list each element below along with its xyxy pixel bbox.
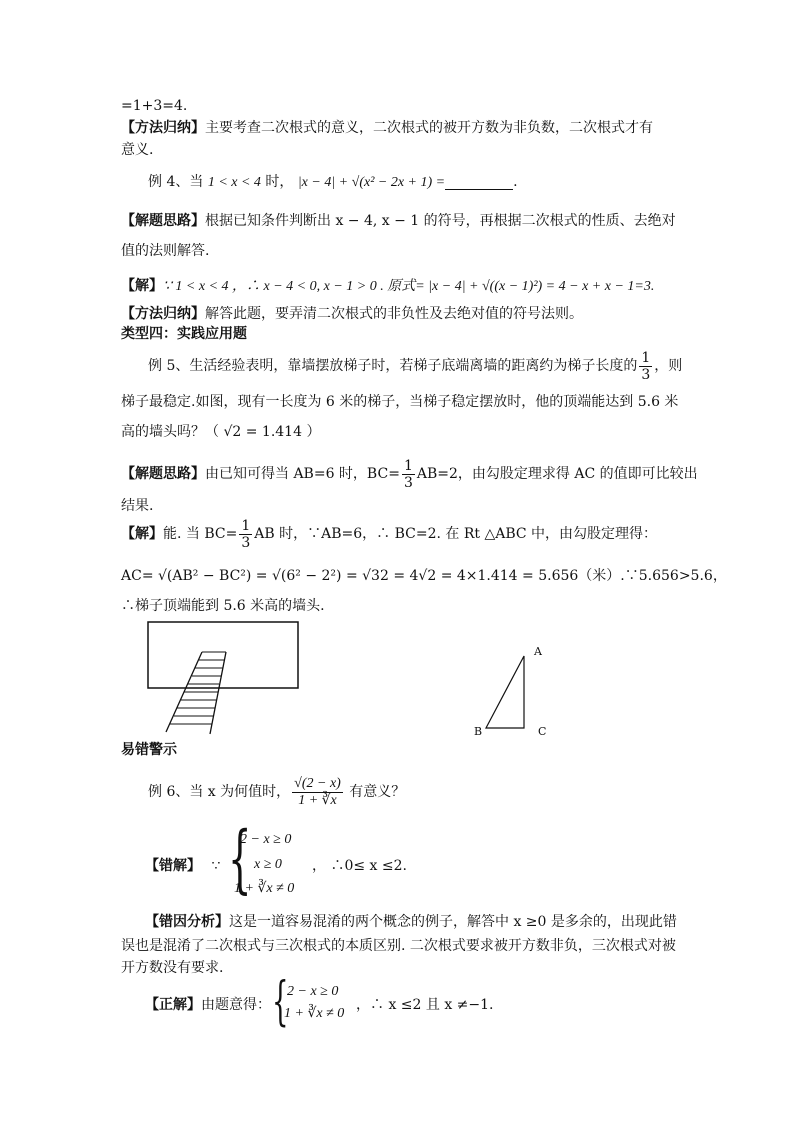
math: ∵ 1 < x < 4 ，∴ x − 4 < 0, x − 1 > 0 . 原式= |x − 4| + √((x − 1)²) = 4 − x + x − 1=3. [163, 279, 655, 294]
numerator: √(2 − x) [294, 775, 341, 791]
label: 【解】 [121, 278, 163, 294]
text: 有意义？ [349, 784, 406, 800]
math: 1 < x < 4 [207, 175, 261, 190]
text: 由已知可得当 AB=6 时，BC= [205, 466, 400, 482]
solution-idea-5 [121, 456, 698, 492]
text: 解答此题，要弄清二次根式的非负性及去绝对值的符号法则。 [205, 306, 583, 322]
vertex-label-a: A [534, 645, 542, 658]
condition: x ≥ 0 [254, 857, 282, 872]
text: 主要考查二次根式的意义，二次根式的被开方数为非负数，二次根式才有 [205, 120, 653, 136]
label: 【解题思路】 [121, 466, 205, 482]
text-line: ∴梯子顶端能到 5.6 米高的墙头. [121, 598, 325, 614]
method-summary [121, 304, 583, 324]
text-line: 开方数没有要求. [121, 960, 224, 976]
text: 时， [260, 174, 294, 190]
text-line: AC= √(AB² − BC²) = √(6² − 2²) = √32 = 4√2 = 4×1.414 = 5.656（米）.∵5.656>5.6， [121, 568, 727, 584]
text-line: 误也是混淆了二次根式与三次根式的本质区别. 二次根式要求被开方数非负，三次根式对被 [121, 938, 676, 954]
example-4 [148, 172, 518, 193]
text: 例 6、当 x 为何值时， [148, 784, 291, 800]
because: ∵ [211, 858, 221, 874]
denominator: 3 [641, 366, 651, 383]
condition: 2 − x ≥ 0 [240, 832, 292, 847]
vertex-label-b: B [474, 725, 483, 738]
label: 【解题思路】 [121, 213, 205, 229]
text-line: =1+3=4. [121, 98, 188, 114]
denominator: 1 + ∛x [298, 792, 337, 808]
wrong-solution [145, 856, 220, 876]
label: 【方法归纳】 [121, 120, 205, 136]
label: 【错解】 [145, 858, 201, 874]
fraction [402, 458, 415, 491]
solution-4 [121, 276, 654, 297]
text: AB 时，∵AB=6，∴ BC=2. 在 Rt △ABC 中，由勾股定理得： [254, 526, 658, 542]
vertex-label-c: C [538, 725, 547, 738]
numerator: 1 [241, 517, 251, 534]
text: 能. 当 BC= [163, 526, 238, 542]
ladder-figure [146, 620, 306, 738]
label: 【错因分析】 [145, 914, 229, 930]
text: 这是一道容易混淆的两个概念的例子，解答中 x ≥0 是多余的，出现此错 [229, 914, 677, 930]
text: 例 4、当 [148, 174, 204, 190]
section-heading: 易错警示 [121, 742, 177, 758]
brace: { [272, 972, 289, 1032]
denominator: 3 [241, 534, 251, 551]
text: 由题意得： [201, 997, 271, 1013]
fraction [639, 350, 652, 383]
label: 【正解】 [145, 997, 201, 1013]
label: 【方法归纳】 [121, 306, 205, 322]
text: ，∴ x ≤2 且 x ≠−1. [356, 997, 494, 1013]
text: . [513, 174, 518, 190]
text: 根据已知条件判断出 x − 4, x − 1 的符号，再根据二次根式的性质、去绝对 [205, 213, 676, 229]
fraction [239, 518, 252, 551]
text-line: 梯子最稳定.如图，现有一长度为 6 米的梯子，当梯子稳定摆放时，他的顶端能达到 5.6 米 [121, 394, 679, 410]
numerator: 1 [641, 349, 651, 366]
text: ，则 [654, 358, 683, 374]
correct-solution [145, 995, 271, 1015]
example-5 [148, 348, 682, 384]
condition: 1 + ∛x ≠ 0 [284, 1006, 345, 1021]
denominator: 3 [403, 474, 413, 491]
condition: 2 − x ≥ 0 [287, 984, 339, 999]
text-line: 结果. [121, 498, 154, 514]
fraction [292, 776, 343, 809]
text: ， ∴0≤ x ≤2. [312, 858, 407, 874]
math: |x − 4| + √(x² − 2x + 1) = [297, 175, 446, 190]
solution-5 [121, 516, 657, 552]
error-analysis [145, 912, 677, 932]
example-6 [148, 772, 405, 812]
text-line: 值的法则解答. [121, 243, 210, 259]
answer-blank [445, 175, 513, 190]
text: 例 5、生活经验表明，靠墙摆放梯子时，若梯子底端离墙的距离约为梯子长度的 [148, 358, 638, 374]
section-heading: 类型四：实践应用题 [121, 326, 247, 342]
condition: 1 + ∛x ≠ 0 [234, 881, 295, 896]
label: 【解】 [121, 526, 163, 542]
solution-idea [121, 211, 676, 231]
brace: { [228, 816, 252, 902]
method-summary [121, 118, 653, 138]
text-line: 高的墙头吗？（ √2 = 1.414 ） [121, 424, 321, 440]
text-line: 意义. [121, 142, 154, 158]
numerator: 1 [403, 457, 413, 474]
text: AB=2，由勾股定理求得 AC 的值即可比较出 [416, 466, 698, 482]
